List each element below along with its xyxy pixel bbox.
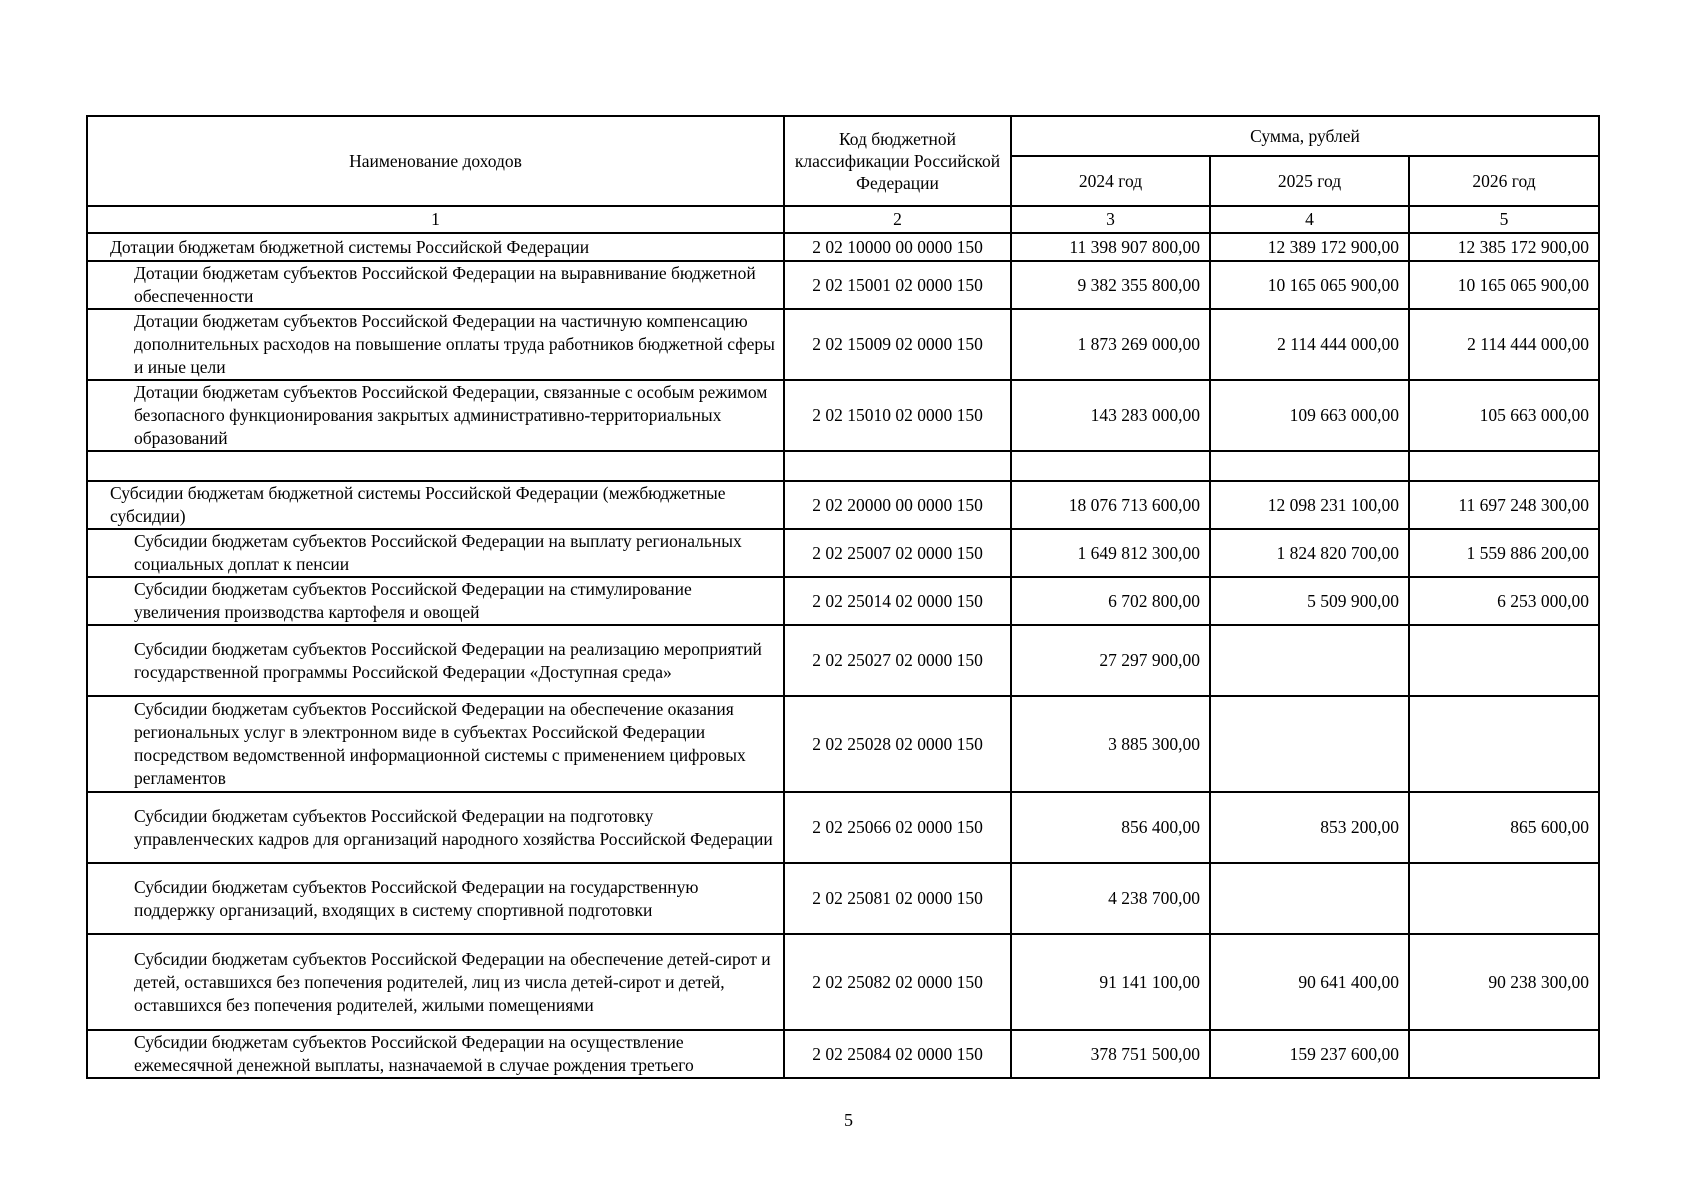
revenue-name: Дотации бюджетам бюджетной системы Российской Федерации [87, 233, 784, 261]
amount-2025: 5 509 900,00 [1210, 577, 1409, 625]
amount-2025 [1210, 625, 1409, 696]
header-name: Наименование доходов [87, 116, 784, 206]
amount-2025: 12 389 172 900,00 [1210, 233, 1409, 261]
revenue-name: Субсидии бюджетам субъектов Российской Федерации на реализацию мероприятий государственной программы Российской Федерации «Доступная среда» [87, 625, 784, 696]
amount-2024 [1011, 451, 1210, 481]
amount-2025: 109 663 000,00 [1210, 380, 1409, 451]
budget-code [784, 451, 1011, 481]
amount-2024: 143 283 000,00 [1011, 380, 1210, 451]
amount-2025: 10 165 065 900,00 [1210, 261, 1409, 309]
header-year-2026: 2026 год [1409, 156, 1599, 206]
column-number-row [87, 206, 1599, 233]
table-row [87, 1030, 1599, 1078]
amount-2026: 6 253 000,00 [1409, 577, 1599, 625]
column-number: 4 [1210, 206, 1409, 233]
amount-2026: 10 165 065 900,00 [1409, 261, 1599, 309]
budget-code: 2 02 25082 02 0000 150 [784, 934, 1011, 1030]
table-row [87, 934, 1599, 1030]
revenue-name: Субсидии бюджетам субъектов Российской Федерации на государственную поддержку организаций, входящих в систему спортивной подготовки [87, 863, 784, 934]
amount-2025: 159 237 600,00 [1210, 1030, 1409, 1078]
table-row [87, 481, 1599, 529]
amount-2026: 11 697 248 300,00 [1409, 481, 1599, 529]
budget-code: 2 02 15010 02 0000 150 [784, 380, 1011, 451]
amount-2025: 12 098 231 100,00 [1210, 481, 1409, 529]
amount-2024: 11 398 907 800,00 [1011, 233, 1210, 261]
header-year-2024: 2024 год [1011, 156, 1210, 206]
table-row [87, 380, 1599, 451]
table-row [87, 625, 1599, 696]
header-sum: Сумма, рублей [1011, 116, 1599, 156]
amount-2026 [1409, 1030, 1599, 1078]
amount-2025 [1210, 696, 1409, 792]
amount-2026 [1409, 863, 1599, 934]
revenue-name: Субсидии бюджетам бюджетной системы Российской Федерации (межбюджетные субсидии) [87, 481, 784, 529]
amount-2026: 90 238 300,00 [1409, 934, 1599, 1030]
amount-2025: 90 641 400,00 [1210, 934, 1409, 1030]
table-row [87, 309, 1599, 380]
revenue-name: Субсидии бюджетам субъектов Российской Федерации на осуществление ежемесячной денежной выплаты, назначаемой в случае рождения третьего [87, 1030, 784, 1078]
column-number: 3 [1011, 206, 1210, 233]
table-row [87, 792, 1599, 863]
amount-2024: 856 400,00 [1011, 792, 1210, 863]
revenue-name: Субсидии бюджетам субъектов Российской Федерации на подготовку управленческих кадров для организаций народного хозяйства Российской Федерации [87, 792, 784, 863]
table-row [87, 233, 1599, 261]
amount-2024: 4 238 700,00 [1011, 863, 1210, 934]
amount-2026 [1409, 625, 1599, 696]
revenue-name: Дотации бюджетам субъектов Российской Федерации на частичную компенсацию дополнительных расходов на повышение оплаты труда работников бюджетной сферы и иные цели [87, 309, 784, 380]
budget-code: 2 02 25007 02 0000 150 [784, 529, 1011, 577]
revenue-name: Дотации бюджетам субъектов Российской Федерации на выравнивание бюджетной обеспеченности [87, 261, 784, 309]
column-number: 5 [1409, 206, 1599, 233]
amount-2024: 378 751 500,00 [1011, 1030, 1210, 1078]
revenue-name [87, 451, 784, 481]
budget-code: 2 02 25027 02 0000 150 [784, 625, 1011, 696]
revenue-table [86, 115, 1600, 1079]
budget-code: 2 02 25081 02 0000 150 [784, 863, 1011, 934]
budget-code: 2 02 15001 02 0000 150 [784, 261, 1011, 309]
page-number: 5 [844, 1110, 853, 1130]
table-row [87, 863, 1599, 934]
amount-2026: 1 559 886 200,00 [1409, 529, 1599, 577]
revenue-name: Дотации бюджетам субъектов Российской Федерации, связанные с особым режимом безопасного функционирования закрытых административно-территориальных образований [87, 380, 784, 451]
amount-2026: 865 600,00 [1409, 792, 1599, 863]
revenue-name: Субсидии бюджетам субъектов Российской Федерации на обеспечение оказания региональных услуг в электронном виде в субъектах Российской Федерации посредством ведомственной информационной системы с применением цифровых регламентов [87, 696, 784, 792]
revenue-name: Субсидии бюджетам субъектов Российской Федерации на выплату региональных социальных доплат к пенсии [87, 529, 784, 577]
amount-2024: 1 649 812 300,00 [1011, 529, 1210, 577]
header-year-2025: 2025 год [1210, 156, 1409, 206]
budget-code: 2 02 25084 02 0000 150 [784, 1030, 1011, 1078]
amount-2024: 9 382 355 800,00 [1011, 261, 1210, 309]
amount-2026 [1409, 696, 1599, 792]
amount-2026 [1409, 451, 1599, 481]
amount-2025: 1 824 820 700,00 [1210, 529, 1409, 577]
budget-code: 2 02 20000 00 0000 150 [784, 481, 1011, 529]
budget-code: 2 02 10000 00 0000 150 [784, 233, 1011, 261]
amount-2025: 2 114 444 000,00 [1210, 309, 1409, 380]
amount-2026: 12 385 172 900,00 [1409, 233, 1599, 261]
amount-2024: 1 873 269 000,00 [1011, 309, 1210, 380]
revenue-name: Субсидии бюджетам субъектов Российской Федерации на стимулирование увеличения производства картофеля и овощей [87, 577, 784, 625]
budget-code: 2 02 25066 02 0000 150 [784, 792, 1011, 863]
table-row [87, 529, 1599, 577]
amount-2025: 853 200,00 [1210, 792, 1409, 863]
column-number: 1 [87, 206, 784, 233]
header-code: Код бюджетной классификации Российской Федерации [784, 116, 1011, 206]
amount-2024: 6 702 800,00 [1011, 577, 1210, 625]
budget-code: 2 02 25028 02 0000 150 [784, 696, 1011, 792]
amount-2026: 105 663 000,00 [1409, 380, 1599, 451]
amount-2024: 3 885 300,00 [1011, 696, 1210, 792]
amount-2025 [1210, 863, 1409, 934]
column-number: 2 [784, 206, 1011, 233]
amount-2025 [1210, 451, 1409, 481]
amount-2024: 27 297 900,00 [1011, 625, 1210, 696]
budget-code: 2 02 15009 02 0000 150 [784, 309, 1011, 380]
table-row [87, 696, 1599, 792]
revenue-name: Субсидии бюджетам субъектов Российской Федерации на обеспечение детей-сирот и детей, оставшихся без попечения родителей, лиц из числа детей-сирот и детей, оставшихся без попечения родителей, жилыми помещениями [87, 934, 784, 1030]
amount-2024: 18 076 713 600,00 [1011, 481, 1210, 529]
amount-2024: 91 141 100,00 [1011, 934, 1210, 1030]
budget-code: 2 02 25014 02 0000 150 [784, 577, 1011, 625]
amount-2026: 2 114 444 000,00 [1409, 309, 1599, 380]
table-row-empty [87, 451, 1599, 481]
table-row [87, 261, 1599, 309]
table-row [87, 577, 1599, 625]
